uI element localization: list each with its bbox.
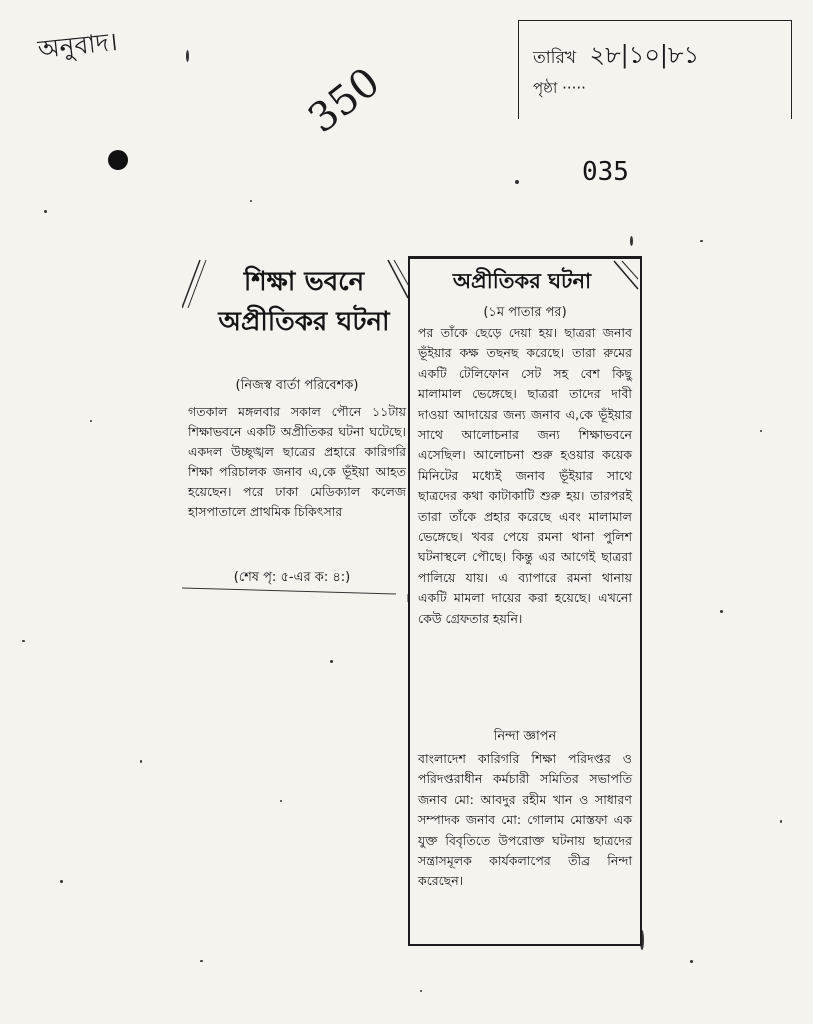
- right-body-2: বাংলাদেশ কারিগরি শিক্ষা পরিদপ্তর ও পরিদপ্তরাধীন কর্মচারী সমিতির সভাপতি জনাব মো: আবদুর রহীম খান ও সাধারণ সম্পাদক জনাব মো: গোলাম মোস্তফা এক যুক্ত বিবৃতিতে উপরোক্ত ঘটনায় ছাত্রদের সন্ত্রাসমূলক কার্যকলাপের তীব্র নিন্দা করেছেন।: [418, 751, 632, 889]
- stamp-date-value: ২৮|১০|৮১: [589, 41, 700, 69]
- stamp-page-value: ·····: [562, 79, 586, 97]
- left-byline: (নিজস্ব বার্তা পরিবেশক): [235, 378, 359, 393]
- page-number: 035: [582, 157, 629, 187]
- stamp-page-label: পৃষ্ঠা: [533, 79, 558, 97]
- right-headline: অপ্রীতিকর ঘটনা: [452, 269, 592, 293]
- left-headline: শিক্ষা ভবনে অপ্রীতিকর ঘটনা: [218, 267, 390, 337]
- right-body: পর তাঁকে ছেড়ে দেয়া হয়। ছাত্ররা জনাব ভূঁইয়ার কক্ষ তছনছ করেছে। তারা রুমের একটি টেলিফোন সেট সহ বেশ কিছু মালামাল ভেঙ্গেছে। ছাত্ররা তাদের দাবী দাওয়া আদায়ের জন্য জনাব এ,কে ভূঁইয়ার সাথে আলোচনার জন্য শিক্ষাভবনে এসেছিল। আলোচনা শুরু হওয়ার কয়েক মিনিটের মধ্যেই জনাব ভূঁইয়ার সাথে ছাত্রদের কথা কাটাকাটি শুরু হয়। তারপরই তারা তাঁকে প্রহার করেছে এবং মালামাল ভেঙ্গেছে। খবর পেয়ে রমনা থানা পুলিশ ঘটনাস্থলে পৌছে। কিন্তু এর আগেই ছাত্ররা পালিয়ে যায়। এ ব্যাপারে রমনা থানায় একটি মামলা দায়ের করা হয়েছে। এখনো কেউ গ্রেফতার হয়নি।: [418, 325, 632, 626]
- left-article: [182, 258, 410, 602]
- stamp-date-row: [533, 37, 699, 77]
- punch-hole-dot: [108, 150, 128, 170]
- stamp-date-label: তারিখ: [533, 48, 577, 68]
- stamp-page-row: [533, 77, 586, 102]
- right-continued-from: (১ম পাতার পর): [483, 305, 567, 320]
- date-stamp: [518, 20, 792, 119]
- left-body: গতকাল মঙ্গলবার সকাল পৌনে ১১টায় শিক্ষাভবনে একটি অপ্রীতিকর ঘটনা ঘটেছে। একদল উচ্ছৃঙ্খল ছাত্রের প্রহারে কারিগরি শিক্ষা পরিচালক জনাব এ,কে ভূঁইয়া আহত হয়েছেন। পরে ঢাকা মেডিক্যাল কলেজ হাসপাতালে প্রাথমিক চিকিৎসার: [188, 404, 406, 519]
- left-continuation: (শেষ পৃ: ৫-এর ক: ৪:): [233, 570, 351, 585]
- handwritten-note: অনুবাদ।: [36, 26, 119, 65]
- handwritten-number: 350: [300, 58, 389, 143]
- right-subhead: নিন্দা জ্ঞাপন: [493, 729, 557, 744]
- right-article: [408, 256, 642, 946]
